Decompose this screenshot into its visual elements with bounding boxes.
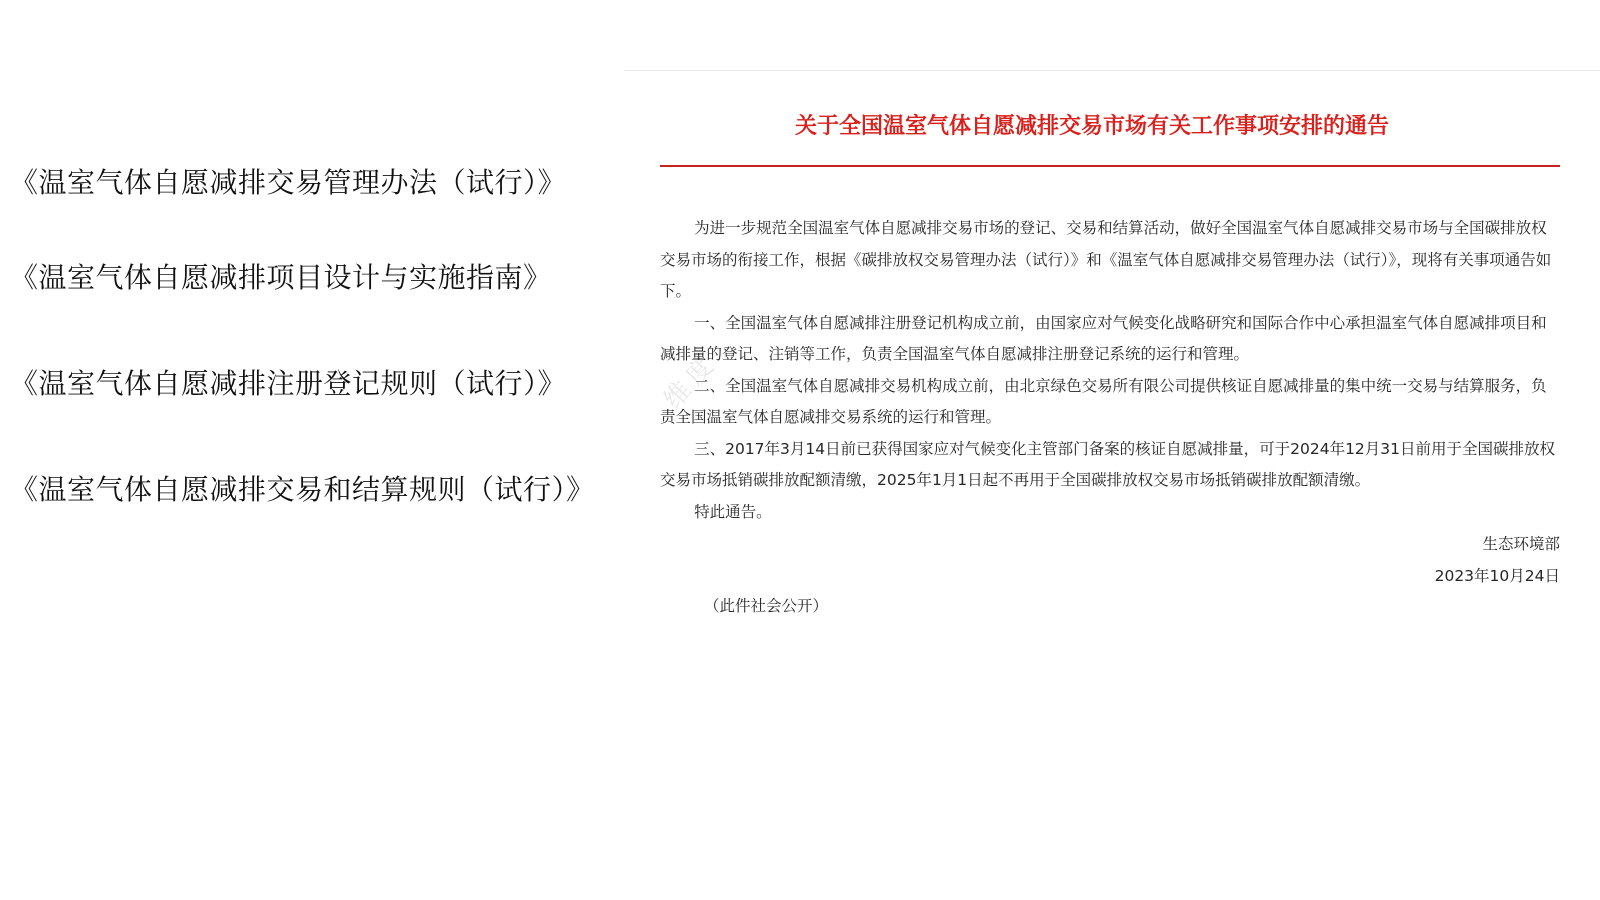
watermark-text: 维度: [658, 347, 724, 416]
notice-title: 关于全国温室气体自愿减排交易市场有关工作事项安排的通告: [794, 114, 1389, 139]
issuer-name: 生态环境部: [1482, 535, 1560, 553]
public-disclosure-note: （此件社会公开）: [704, 597, 829, 615]
notice-signature: [1435, 529, 1560, 592]
notice-paragraph-two: 二、全国温室气体自愿减排交易机构成立前，由北京绿色交易所有限公司提供核证自愿减排量的集中统一交易与结算服务，负责全国温室气体自愿减排交易系统的运行和管理。: [660, 376, 1547, 426]
regulation-item-design-guide: 《温室气体自愿减排项目设计与实施指南》: [10, 261, 552, 294]
notice-paragraph-one: 一、全国温室气体自愿减排注册登记机构成立前，由国家应对气候变化战略研究和国际合作中心承担温室气体自愿减排项目和减排量的登记、注销等工作，负责全国温室气体自愿减排注册登记系统的运行和管理。: [660, 313, 1547, 363]
notice-paragraph-closing: 特此通告。: [694, 502, 772, 521]
regulation-item-registration-rules: 《温室气体自愿减排注册登记规则（试行）》: [10, 367, 567, 400]
issue-date: 2023年10月24日: [1434, 566, 1560, 585]
notice-body: [660, 213, 1560, 528]
notice-document: [624, 70, 1600, 671]
title-divider: [660, 165, 1560, 167]
regulation-item-trading-settlement-rules: 《温室气体自愿减排交易和结算规则（试行）》: [10, 473, 595, 506]
regulation-list: [10, 0, 620, 900]
notice-paragraph-three: 三、2017年3月14日前已获得国家应对气候变化主管部门备案的核证自愿减排量，可于2024年12月31日前用于全国碳排放权交易市场抵销碳排放配额清缴，2025年1月1日起不再用于全国碳排放权交易市场抵销碳排放配额清缴。: [660, 439, 1556, 489]
regulation-item-management-measures: 《温室气体自愿减排交易管理办法（试行）》: [10, 166, 567, 199]
notice-paragraph-intro: 为进一步规范全国温室气体自愿减排交易市场的登记、交易和结算活动，做好全国温室气体自愿减排交易市场与全国碳排放权交易市场的衔接工作，根据《碳排放权交易管理办法（试行）》和《温室气体自愿减排交易管理办法（试行）》，现将有关事项通告如下。: [660, 219, 1552, 300]
